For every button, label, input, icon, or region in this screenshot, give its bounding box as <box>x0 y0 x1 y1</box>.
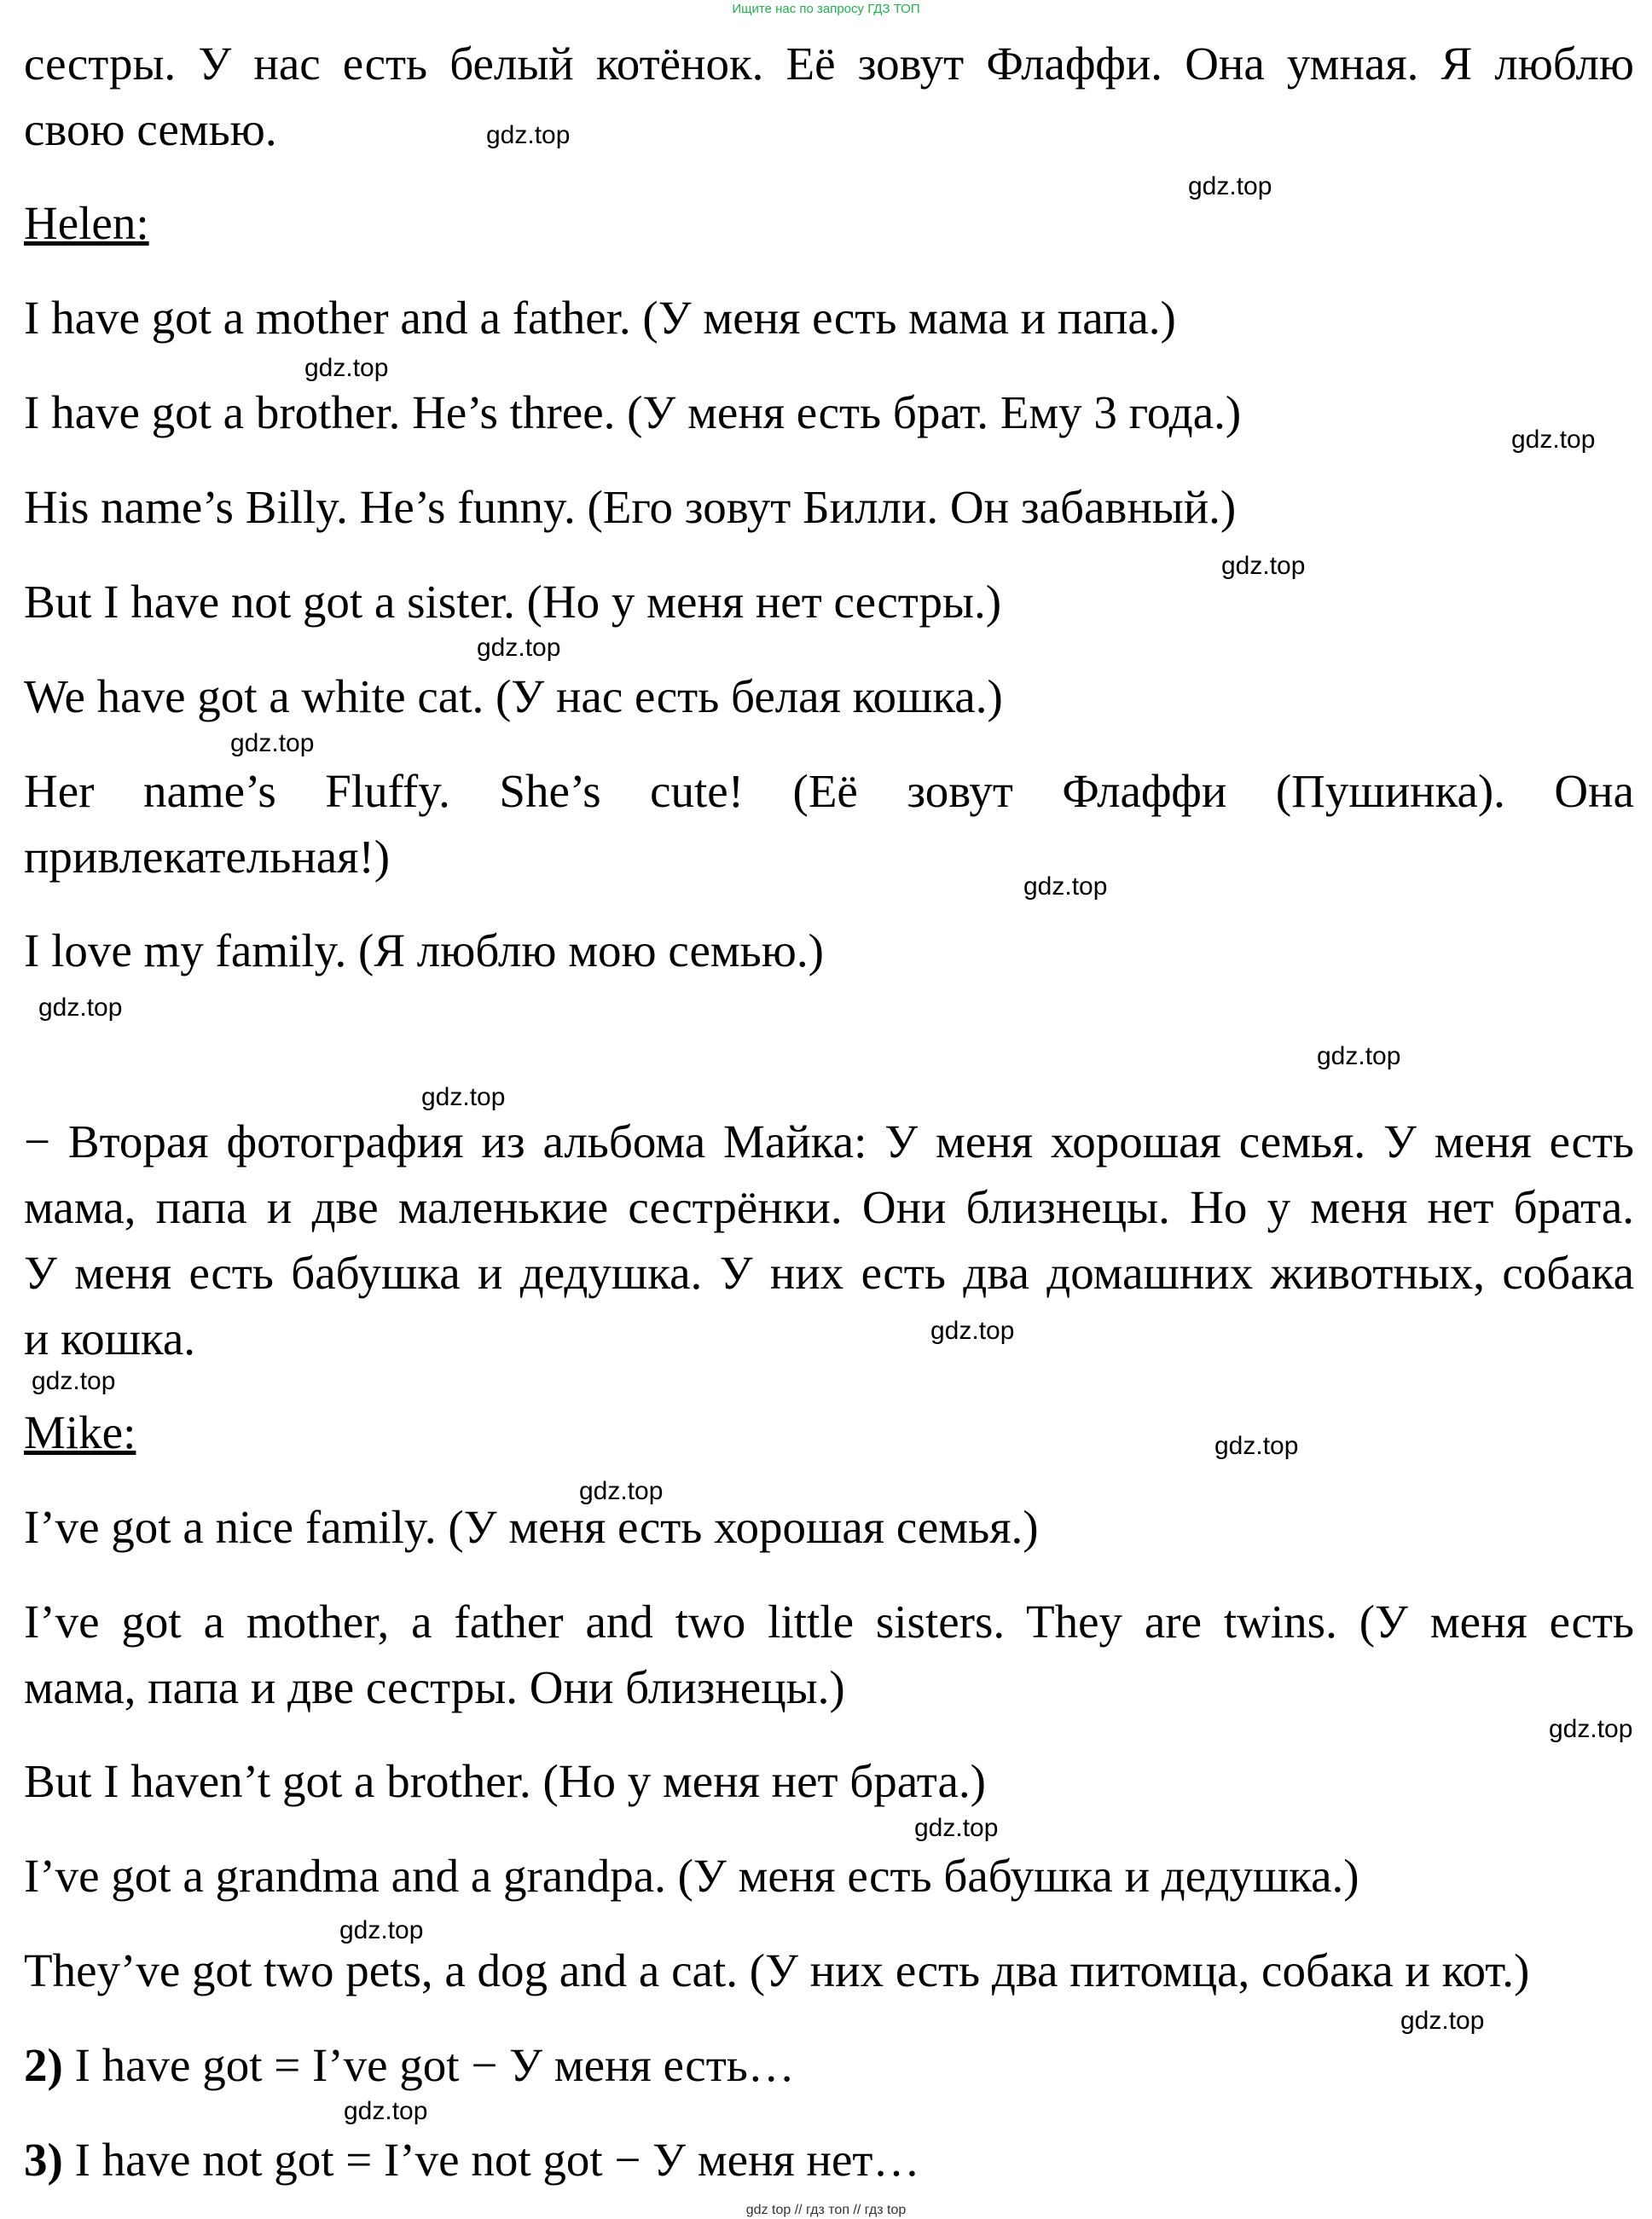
watermark: gdz.top <box>339 1916 424 1944</box>
watermark: gdz.top <box>477 634 561 662</box>
watermark: gdz.top <box>579 1477 664 1505</box>
watermark: gdz.top <box>421 1083 506 1111</box>
watermark: gdz.top <box>1214 1432 1299 1460</box>
text-line: They’ve got two pets, a dog and a cat. (У них есть два питомца, собака и кот.) <box>24 1944 1530 1996</box>
watermark: gdz.top <box>914 1814 999 1842</box>
numbered-item <box>24 2132 1634 2188</box>
item-number: 3) <box>24 2134 63 2186</box>
watermark: gdz.top <box>1023 872 1108 901</box>
text-line: У меня есть бабушка и дедушка. У них есть два домашних животных, собака <box>24 1247 1634 1299</box>
watermark: gdz.top <box>344 2097 428 2125</box>
numbered-item <box>24 2037 1634 2094</box>
text-line: I’ve got a mother, a father and two little sisters. They are twins. (У меня есть <box>24 1596 1634 1648</box>
section-heading-mike: Mike: <box>24 1406 136 1458</box>
text-line: I have got a brother. He’s three. (У меня есть брат. Ему 3 года.) <box>24 386 1242 438</box>
text-line: We have got a white cat. (У нас есть белая кошка.) <box>24 670 1003 722</box>
text-line: Her name’s Fluffy. She’s cute! (Её зовут Флаффи (Пушинка). Она <box>24 765 1634 817</box>
bottom-banner[interactable]: gdz top // гдз топ // гдз top <box>745 2203 907 2217</box>
top-banner[interactable]: Ищите нас по запросу ГДЗ ТОП <box>732 2 920 16</box>
text-line: I’ve got a nice family. (У меня есть хорошая семья.) <box>24 1501 1039 1553</box>
item-text: I have not got = I’ve not got − У меня нет… <box>62 2134 920 2186</box>
watermark: gdz.top <box>1188 172 1272 200</box>
text-line: But I haven’t got a brother. (Но у меня нет брата.) <box>24 1755 986 1807</box>
watermark: gdz.top <box>230 729 315 757</box>
watermark: gdz.top <box>486 121 571 149</box>
text-line: − Вторая фотография из альбома Майка: У меня хорошая семья. У меня есть <box>24 1115 1634 1167</box>
watermark: gdz.top <box>1317 1042 1401 1070</box>
section-heading-helen: Helen: <box>24 197 149 249</box>
text-line: I love my family. (Я люблю мою семью.) <box>24 924 824 976</box>
text-line: привлекательная!) <box>24 831 391 883</box>
watermark: gdz.top <box>1549 1715 1633 1743</box>
text-line: I’ve got a grandma and a grandpa. (У меня есть бабушка и дедушка.) <box>24 1850 1359 1902</box>
text-line: мама, папа и две маленькие сестрёнки. Они близнецы. Но у меня нет брата. <box>24 1181 1634 1233</box>
text-line: I have got a mother and a father. (У меня есть мама и папа.) <box>24 292 1176 344</box>
watermark: gdz.top <box>1400 2007 1485 2035</box>
watermark: gdz.top <box>304 354 389 382</box>
text-line: мама, папа и две сестры. Они близнецы.) <box>24 1661 845 1713</box>
text-line: свою семью. <box>24 103 277 155</box>
watermark: gdz.top <box>38 994 123 1022</box>
text-line: But I have not got a sister. (Но у меня нет сестры.) <box>24 576 1002 628</box>
item-text: I have got = I’ve got − У меня есть… <box>62 2039 795 2091</box>
watermark: gdz.top <box>1511 426 1596 454</box>
watermark: gdz.top <box>32 1367 116 1395</box>
text-line: и кошка. <box>24 1312 196 1364</box>
item-number: 2) <box>24 2039 63 2091</box>
text-line: His name’s Billy. He’s funny. (Его зовут Билли. Он забавный.) <box>24 481 1237 533</box>
text-line: сестры. У нас есть белый котёнок. Её зовут Флаффи. Она умная. Я люблю <box>24 38 1634 90</box>
watermark: gdz.top <box>1221 552 1306 580</box>
watermark: gdz.top <box>930 1317 1015 1345</box>
